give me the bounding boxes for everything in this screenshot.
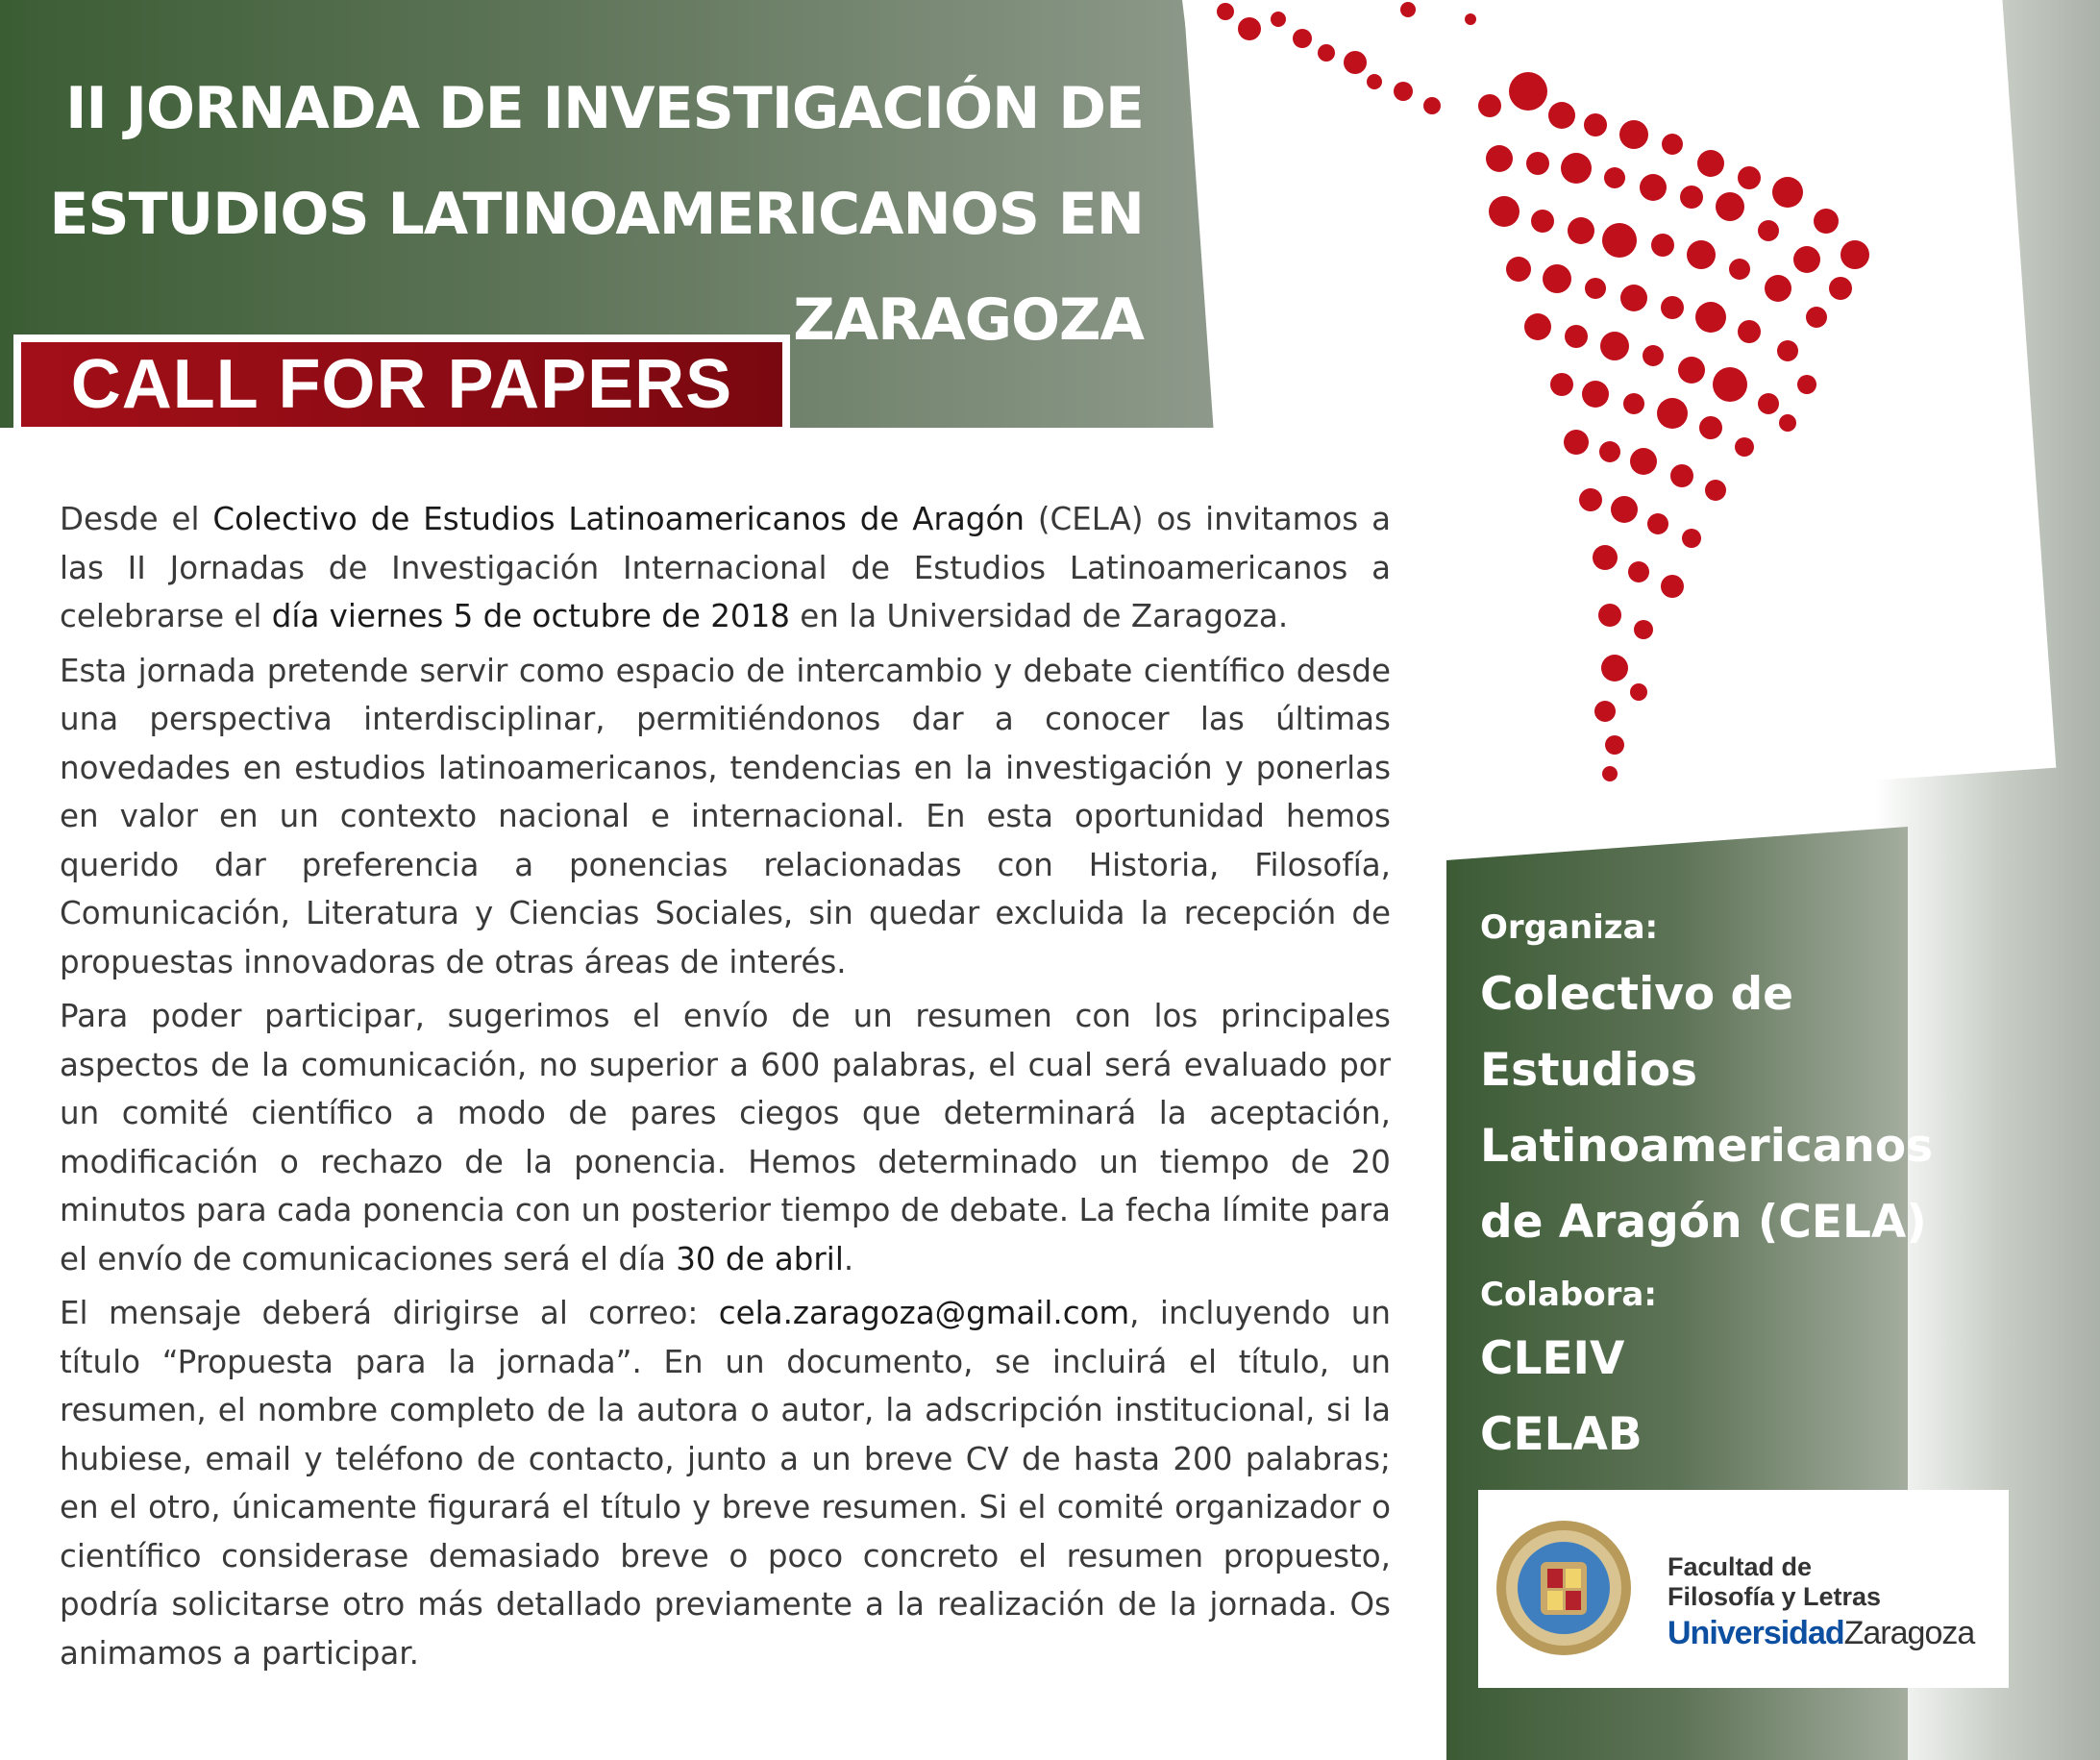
paragraph-intro xyxy=(60,495,1391,641)
deadline-date: 30 de abril xyxy=(676,1240,844,1277)
title-line-1: II JORNADA DE INVESTIGACIÓN DE xyxy=(65,75,1144,142)
title-line-3: ZARAGOZA xyxy=(793,286,1144,354)
colabora-label: Colabora: xyxy=(1480,1276,1657,1314)
organiza-label: Organiza: xyxy=(1480,908,1659,947)
text-run: . xyxy=(843,1240,854,1277)
logo-zaragoza: Zaragoza xyxy=(1843,1615,1975,1651)
event-date: día viernes 5 de octubre de 2018 xyxy=(271,598,790,634)
logo-universidad: Universidad xyxy=(1668,1615,1844,1651)
university-seal-icon xyxy=(1495,1519,1634,1658)
organization-name: Colectivo de Estudios Latinoamericanos de Aragón xyxy=(212,501,1025,537)
text-run: El mensaje deberá dirigirse al correo: xyxy=(60,1295,719,1331)
text-run: , incluyendo un título “Propuesta para la jornada”. En un documento, se incluirá el título, un resumen, el nombre completo de la autora o autor, la adscripción institucional, si la hubiese, email y teléfono de contacto, junto a un breve CV de hasta 200 palabras; en el otro, únicamente figurará el título y breve resumen. Si el comité organizador o científico considerase demasiado breve o poco concreto el resumen propuesto, podría solicitarse otro más detallado previamente a la realización de la jornada. Os animamos a participar. xyxy=(60,1295,1392,1672)
paragraph-description: Esta jornada pretende servir como espacio de intercambio y debate científico desde una perspectiva interdisciplinar, permitiéndonos dar a conocer las últimas novedades en estudios latinoamericanos, tendencias en la investigación y ponerlas en valor en un contexto nacional e internacional. En esta oportunidad hemos querido dar preferencia a ponencias relacionadas con Historia, Filosofía, Comunicación, Literatura y Ciencias Sociales, sin quedar excluida la recepción de propuestas innovadoras de otras áreas de interés. xyxy=(60,652,1391,980)
collaborator-cleiv: CLEIV xyxy=(1480,1332,1625,1385)
body-text xyxy=(60,495,1391,1683)
call-for-papers-banner: CALL FOR PAPERS xyxy=(21,342,782,427)
text-run: (CELA) os invitamos a las II Jornadas de Investigación Internacional de Estudios Latinoamericanos a celebrarse el xyxy=(60,501,1391,634)
text-run: en la Universidad de Zaragoza. xyxy=(789,598,1289,634)
text-run: Para poder participar, sugerimos el envío de un resumen con los principales aspectos de la comunicación, no superior a 600 palabras, el cual será evaluado por un comité científico a modo de pares ciegos que determinará la aceptación, modificación o rechazo de la ponencia. Hemos determinado un tiempo de 20 minutos para cada ponencia con un posterior tiempo de debate. La fecha límite para el envío de comunicaciones será el día xyxy=(60,998,1391,1277)
logo-university-name xyxy=(1668,1615,1974,1652)
title-line-2: ESTUDIOS LATINOAMERICANOS EN xyxy=(49,181,1144,248)
logo-faculty-line-1: Facultad de xyxy=(1668,1552,1813,1581)
text-run: Desde el xyxy=(60,501,213,537)
organizer-line-1: Colectivo de xyxy=(1480,968,1794,1021)
paragraph-submission xyxy=(60,1289,1391,1677)
logo-faculty-line-2: Filosofía y Letras xyxy=(1668,1582,1882,1611)
organizer-line-4: de Aragón (CELA) xyxy=(1480,1196,1927,1249)
paragraph-participation xyxy=(60,992,1391,1283)
organizer-line-2: Estudios xyxy=(1480,1044,1698,1097)
organizer-line-3: Latinoamericanos xyxy=(1480,1120,1934,1173)
page-title xyxy=(38,56,1144,373)
contact-email: cela.zaragoza@gmail.com xyxy=(718,1295,1130,1331)
collaborator-celab: CELAB xyxy=(1480,1408,1643,1461)
